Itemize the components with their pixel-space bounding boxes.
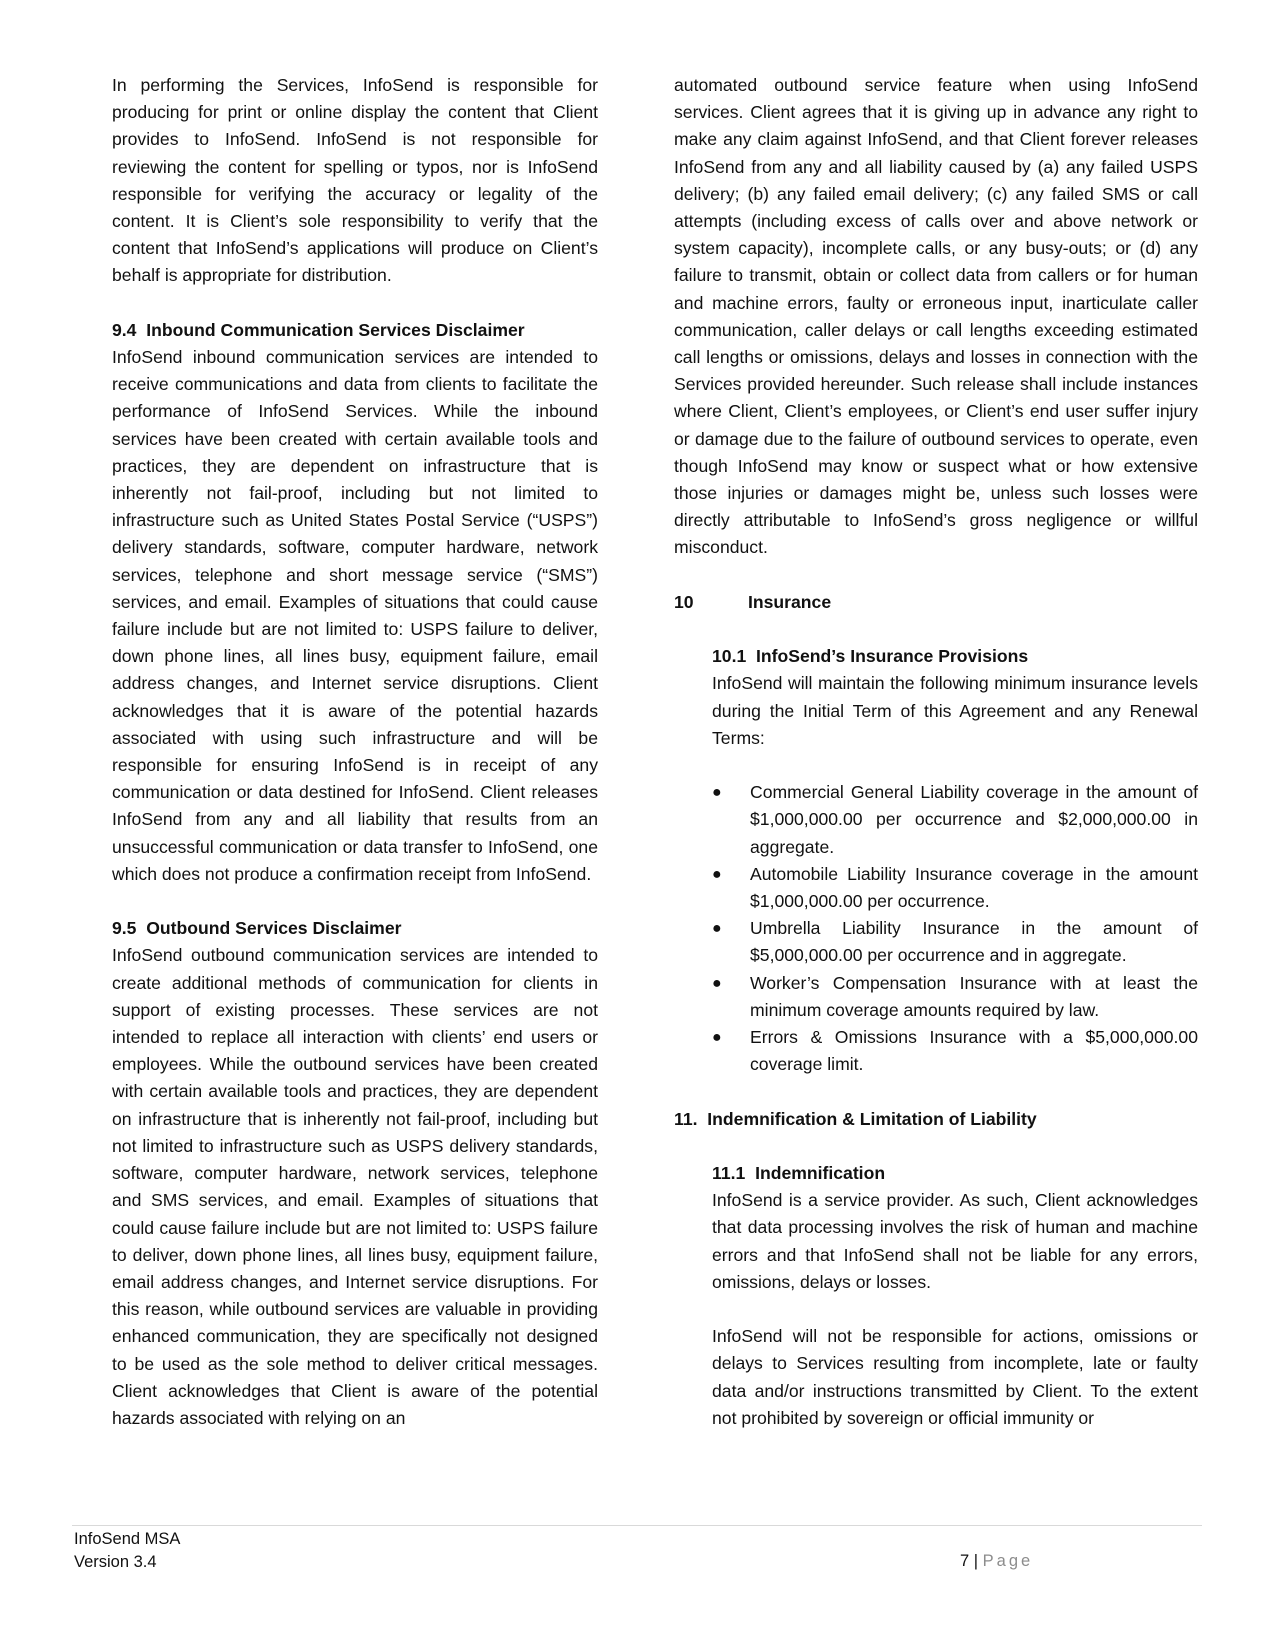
heading-10-title: Insurance	[748, 591, 832, 612]
heading-11-1	[712, 1160, 1198, 1187]
heading-10	[674, 589, 1198, 616]
heading-9-5-title: Outbound Services Disclaimer	[146, 918, 402, 939]
paragraph-10-1: InfoSend will maintain the following minimum insurance levels during the Initial Term of this Agreement and any Renewal Terms:	[712, 673, 1198, 748]
paragraph-9-5: InfoSend outbound communication services are intended to create additional methods of communication for clients in support of existing processes. These services are not intended to replace all interaction with clients’ end users or employees. While the outbound services have been created with certain available tools and practices, they are dependent on infrastructure that is inherently not fail-proof, including but not limited to infrastructure such as USPS delivery standards, software, computer hardware, network services, telephone and SMS services, and email. Examples of situations that could cause failure include but are not limited to: USPS failure to deliver, down phone lines, all lines busy, equipment failure, email address changes, and Internet service disruptions. For this reason, while outbound services are valuable in providing enhanced communication, they are specifically not designed to be used as the sole method to deliver critical messages. Client acknowledges that Client is aware of the potential hazards associated with relying on an	[112, 945, 598, 1428]
bullet-icon: ●	[712, 920, 722, 938]
right-column	[674, 72, 1198, 1432]
list-item	[712, 915, 1198, 969]
heading-11	[674, 1106, 1198, 1133]
heading-9-4-title: Inbound Communication Services Disclaimer	[146, 319, 525, 340]
bullet-icon: ●	[712, 974, 722, 992]
heading-9-5-number: 9.5	[112, 918, 137, 939]
list-item	[712, 779, 1198, 861]
heading-9-4-number: 9.4	[112, 319, 137, 340]
footer-page-indicator	[960, 1550, 1033, 1573]
page-separator: |	[973, 1552, 979, 1570]
paragraph-11-1-second: InfoSend will not be responsible for actions, omissions or delays to Services resulting from incomplete, late or faulty data and/or instructions transmitted by Client. To the extent not prohibited by sovereign or official immunity or	[712, 1326, 1198, 1428]
footer-divider	[72, 1525, 1202, 1526]
heading-9-4	[112, 317, 598, 344]
paragraph-9-4: InfoSend inbound communication services are intended to receive communications and data from clients to facilitate the performance of InfoSend Services. While the inbound services have been created with certain available tools and practices, they are dependent on infrastructure that is inherently not fail-proof, including but not limited to infrastructure such as United States Postal Service (“USPS”) delivery standards, software, computer hardware, network services, telephone and short message service (“SMS”) services, and email. Examples of situations that could cause failure include but are not limited to: USPS failure to deliver, down phone lines, all lines busy, equipment failure, email address changes, and Internet service disruptions. Client acknowledges that it is aware of the potential hazards associated with using such infrastructure and will be responsible for ensuring InfoSend is in receipt of any communication or data destined for InfoSend. Client releases InfoSend from any and all liability that results from an unsuccessful communication or data transfer to InfoSend, one which does not produce a confirmation receipt from InfoSend.	[112, 347, 598, 884]
heading-11-1-title: Indemnification	[755, 1163, 886, 1184]
section-10-1	[674, 643, 1198, 752]
list-item-text: Commercial General Liability coverage in the amount of $1,000,000.00 per occurrence and $2,000,000.00 in aggregate.	[750, 782, 1198, 857]
list-item-text: Umbrella Liability Insurance in the amount of $5,000,000.00 per occurrence and in aggregate.	[750, 918, 1198, 966]
footer-doc-name: InfoSend MSA	[74, 1530, 181, 1548]
footer-document-info	[74, 1528, 180, 1574]
paragraph-9-5-continued: automated outbound service feature when using InfoSend services. Client agrees that it is giving up in advance any right to make any claim against InfoSend, and that Client forever releases InfoSend from any and all liability caused by (a) any failed USPS delivery; (b) any failed email delivery; (c) any failed SMS or call attempts (including excess of calls over and above network or system capacity), incomplete calls, or any busy-outs; or (d) any failure to transmit, obtain or collect data from callers or for human and machine errors, faulty or erroneous input, inarticulate caller communication, caller delays or call lengths exceeding estimated call lengths or omissions, delays and losses in connection with the Services provided hereunder. Such release shall include instances where Client, Client’s employees, or Client’s end user suffer injury or damage due to the failure of outbound services to operate, even though InfoSend may know or suspect what or how extensive those injuries or damages might be, unless such losses were directly attributable to InfoSend’s gross negligence or willful misconduct.	[674, 75, 1198, 558]
page-number: 7	[960, 1552, 970, 1570]
heading-10-1-number: 10.1	[712, 646, 747, 667]
heading-11-title: Indemnification & Limitation of Liability	[707, 1108, 1037, 1129]
heading-11-1-number: 11.1	[712, 1163, 746, 1184]
section-11-1	[674, 1160, 1198, 1432]
footer-version: Version 3.4	[74, 1553, 157, 1571]
heading-10-1-title: InfoSend’s Insurance Provisions	[756, 646, 1029, 667]
insurance-list	[674, 779, 1198, 1078]
list-item-text: Errors & Omissions Insurance with a $5,000,000.00 coverage limit.	[750, 1027, 1198, 1075]
heading-10-1	[712, 643, 1198, 670]
left-column	[112, 72, 598, 1432]
list-item-text: Worker’s Compensation Insurance with at least the minimum coverage amounts required by law.	[750, 972, 1198, 1020]
bullet-icon: ●	[712, 784, 722, 802]
page-label: Page	[982, 1552, 1034, 1570]
paragraph-11-1: InfoSend is a service provider. As such, Client acknowledges that data processing involves the risk of human and machine errors and that InfoSend shall not be liable for any errors, omissions, delays or losses.	[712, 1190, 1198, 1292]
list-item-text: Automobile Liability Insurance coverage in the amount $1,000,000.00 per occurrence.	[750, 863, 1198, 912]
list-item	[712, 970, 1198, 1024]
heading-9-5	[112, 915, 598, 942]
paragraph-9-3-continued: In performing the Services, InfoSend is responsible for producing for print or online display the content that Client provides to InfoSend. InfoSend is not responsible for reviewing the content for spelling or typos, nor is InfoSend responsible for verifying the accuracy or legality of the content. It is Client’s sole responsibility to verify that the content that InfoSend’s applications will produce on Client’s behalf is appropriate for distribution.	[112, 75, 598, 286]
bullet-icon: ●	[712, 1029, 722, 1047]
list-item	[712, 1024, 1198, 1078]
list-item	[712, 861, 1198, 915]
heading-11-number: 11.	[674, 1108, 698, 1129]
heading-10-number: 10	[674, 591, 694, 612]
bullet-icon: ●	[712, 865, 722, 883]
